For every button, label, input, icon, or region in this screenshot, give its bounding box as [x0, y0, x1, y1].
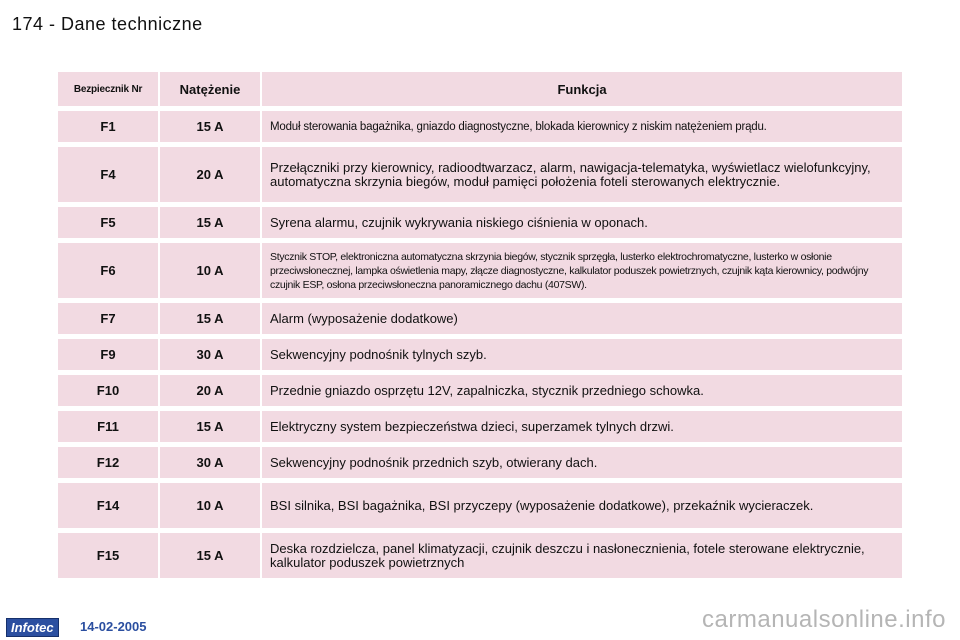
- fuse-current: 15 A: [160, 411, 260, 442]
- table-row: [58, 207, 902, 238]
- table-row: [58, 243, 902, 298]
- header-fuse-nr: Bezpiecznik Nr: [58, 72, 158, 106]
- fuse-nr: F7: [58, 303, 158, 334]
- fuse-current: 20 A: [160, 147, 260, 202]
- fuse-current: 20 A: [160, 375, 260, 406]
- infotec-logo: Infotec: [6, 618, 59, 637]
- fuse-table: [56, 67, 904, 583]
- fuse-nr: F9: [58, 339, 158, 370]
- fuse-current: 15 A: [160, 207, 260, 238]
- fuse-nr: F12: [58, 447, 158, 478]
- fuse-function: Przełączniki przy kierownicy, radioodtwarzacz, alarm, nawigacja-telematyka, wyświetlacz wielofunkcyjny, automatyczna skrzynia biegów, moduł pamięci położenia foteli sterowanych elektrycznie.: [262, 147, 902, 202]
- fuse-current: 15 A: [160, 533, 260, 578]
- page-header: 174 - Dane techniczne: [12, 14, 203, 34]
- fuse-function: Alarm (wyposażenie dodatkowe): [262, 303, 902, 334]
- footer-date: 14-02-2005: [80, 619, 147, 634]
- table-row: [58, 483, 902, 528]
- fuse-nr: F6: [58, 243, 158, 298]
- fuse-current: 15 A: [160, 303, 260, 334]
- fuse-nr: F4: [58, 147, 158, 202]
- fuse-function: Deska rozdzielcza, panel klimatyzacji, czujnik deszczu i nasłonecznienia, fotele sterowane elektrycznie, kalkulator poduszek powietrznych: [262, 533, 902, 578]
- header-current: Natężenie: [160, 72, 260, 106]
- fuse-nr: F14: [58, 483, 158, 528]
- fuse-function: Przednie gniazdo osprzętu 12V, zapalniczka, stycznik przedniego schowka.: [262, 375, 902, 406]
- header-function: Funkcja: [262, 72, 902, 106]
- table-row: [58, 303, 902, 334]
- table-row: [58, 411, 902, 442]
- table-row: [58, 533, 902, 578]
- table-row: [58, 111, 902, 142]
- fuse-function: BSI silnika, BSI bagażnika, BSI przyczepy (wyposażenie dodatkowe), przekaźnik wycieraczek.: [262, 483, 902, 528]
- table-row: [58, 147, 902, 202]
- fuse-current: 30 A: [160, 447, 260, 478]
- fuse-nr: F5: [58, 207, 158, 238]
- fuse-nr: F1: [58, 111, 158, 142]
- fuse-function: Sekwencyjny podnośnik przednich szyb, otwierany dach.: [262, 447, 902, 478]
- fuse-current: 10 A: [160, 243, 260, 298]
- fuse-function: Moduł sterowania bagażnika, gniazdo diagnostyczne, blokada kierownicy z niskim natężeniem prądu.: [262, 111, 902, 142]
- fuse-nr: F10: [58, 375, 158, 406]
- fuse-current: 30 A: [160, 339, 260, 370]
- fuse-nr: F15: [58, 533, 158, 578]
- fuse-function: Syrena alarmu, czujnik wykrywania niskiego ciśnienia w oponach.: [262, 207, 902, 238]
- fuse-function: Sekwencyjny podnośnik tylnych szyb.: [262, 339, 902, 370]
- fuse-function: Elektryczny system bezpieczeństwa dzieci, superzamek tylnych drzwi.: [262, 411, 902, 442]
- table-row: [58, 447, 902, 478]
- watermark: carmanualsonline.info: [702, 606, 946, 633]
- table-header-row: [58, 72, 902, 106]
- fuse-function: Stycznik STOP, elektroniczna automatyczna skrzynia biegów, stycznik sprzęgła, lusterko elektrochromatyczne, lusterko w osłonie przeciwsłonecznej, lampka oświetlenia mapy, złącze diagnostyczne, kalkulator poduszek powietrznych, czujnik kąta kierownicy, podwójny czujnik ESP, osłona przeciwsłoneczna panoramicznego dachu (407SW).: [262, 243, 902, 298]
- table-row: [58, 375, 902, 406]
- table-row: [58, 339, 902, 370]
- fuse-current: 10 A: [160, 483, 260, 528]
- fuse-current: 15 A: [160, 111, 260, 142]
- fuse-nr: F11: [58, 411, 158, 442]
